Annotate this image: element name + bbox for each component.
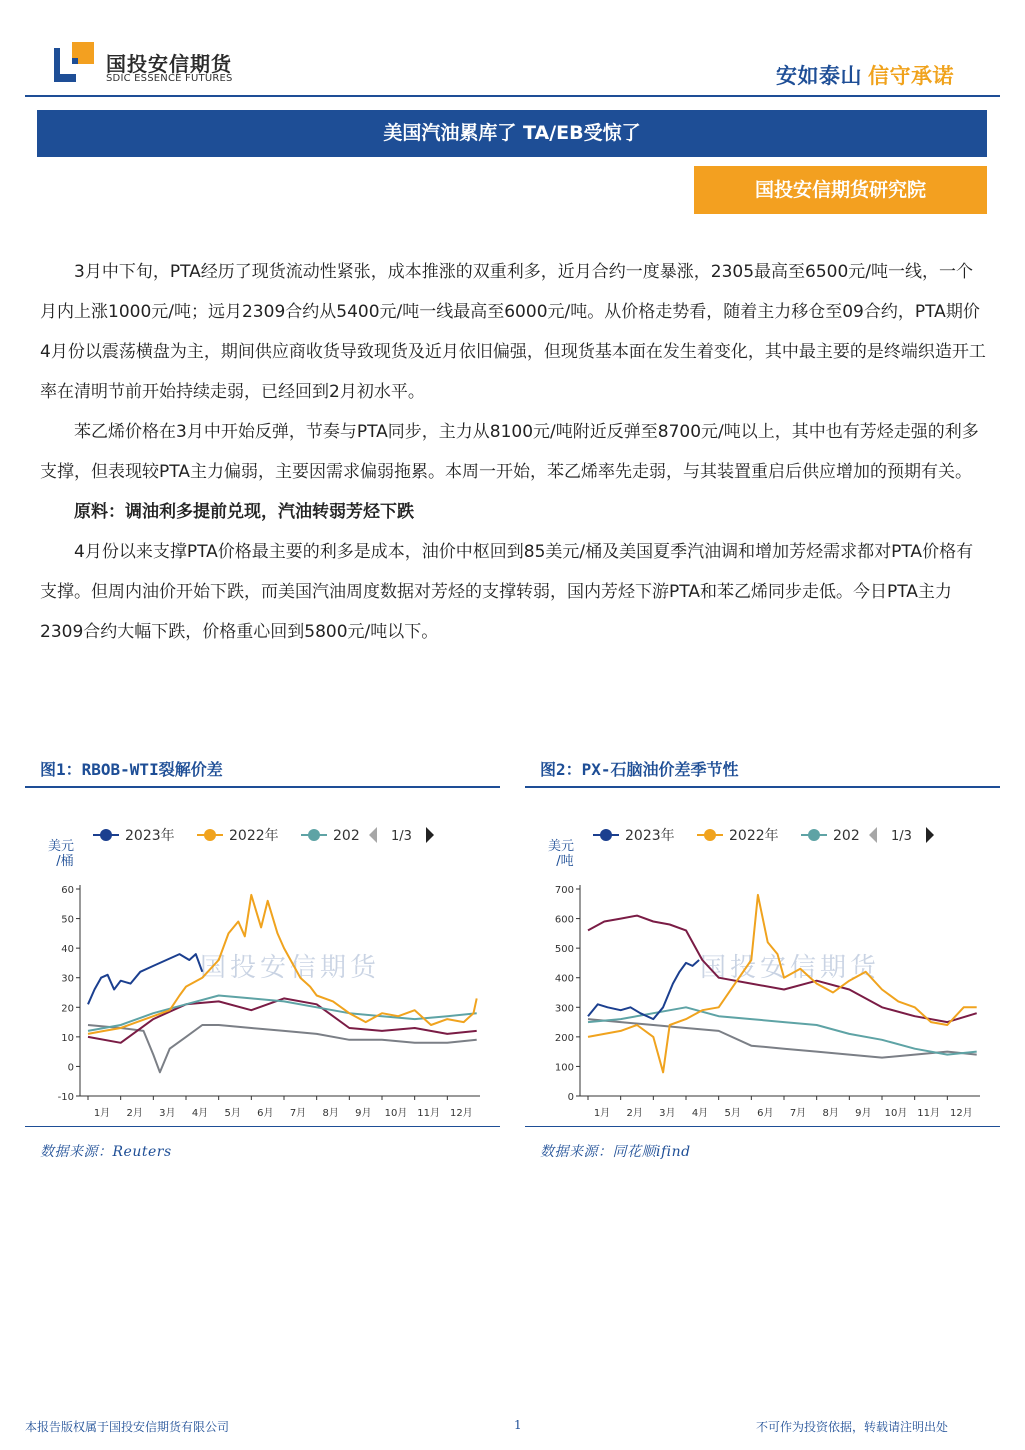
series-line-0	[588, 960, 699, 1019]
series-line-0	[88, 954, 202, 1004]
y-tick-label: 500	[554, 944, 574, 956]
y-tick-label: 400	[554, 973, 574, 985]
figure-2-top-rule	[525, 786, 1000, 788]
x-tick-label: 5月	[224, 1108, 241, 1119]
y-tick-label: 20	[61, 1003, 74, 1015]
y-tick-label: 60	[61, 885, 74, 896]
unit-label: 美元	[547, 839, 575, 854]
x-tick-label: 8月	[322, 1108, 339, 1119]
x-tick-label: 1月	[93, 1108, 111, 1119]
report-body	[40, 252, 988, 652]
legend-marker	[704, 829, 716, 841]
paragraph-3: 4月份以来支撑PTA价格最主要的利多是成本，油价中枢回到85美元/桶及美国夏季汽油调和增加芳烃需求都对PTA价格有支撑。但周内油价开始下跌，而美国汽油周度数据对芳烃的支撑转弱，国内芳烃下游PTA和苯乙烯同步走低。今日PTA主力2309合约大幅下跌，价格重心回到5800元/吨以下。	[40, 542, 974, 642]
y-tick-label: 300	[554, 1003, 574, 1015]
chart-watermark: 国投安信期货	[699, 953, 881, 983]
series-line-4	[88, 1025, 477, 1072]
legend-marker	[308, 829, 320, 841]
x-tick-label: 7月	[289, 1108, 307, 1119]
legend-prev-icon	[369, 827, 377, 843]
unit-label: /吨	[556, 854, 574, 869]
legend-prev-icon	[869, 827, 877, 843]
y-tick-label: 10	[61, 1032, 74, 1044]
chart-watermark: 国投安信期货	[199, 953, 381, 983]
x-tick-label: 10月	[384, 1108, 408, 1119]
footer-page-number: 1	[514, 1418, 522, 1432]
y-tick-label: 30	[61, 973, 74, 985]
figure-2-title: 图2：PX-石脑油价差季节性	[540, 760, 739, 779]
slogan-part-2: 信守承诺	[868, 64, 954, 88]
x-tick-label: 6月	[257, 1108, 274, 1119]
legend-marker	[600, 829, 612, 841]
institute-label: 国投安信期货研究院	[694, 166, 987, 214]
x-tick-label: 10月	[884, 1108, 908, 1119]
legend-label: 2022年	[729, 828, 779, 844]
x-tick-label: 3月	[659, 1108, 676, 1119]
header-divider	[25, 95, 1000, 97]
x-tick-label: 4月	[691, 1108, 709, 1119]
figure-1-source: 数据来源：Reuters	[40, 1144, 172, 1160]
y-tick-label: 50	[61, 914, 74, 926]
x-tick-label: 11月	[917, 1108, 941, 1119]
legend-marker	[204, 829, 216, 841]
section-subheading: 原料：调油利多提前兑现，汽油转弱芳烃下跌	[74, 502, 414, 522]
paragraph-2: 苯乙烯价格在3月中开始反弹，节奏与PTA同步，主力从8100元/吨附近反弹至8700元/吨以上，其中也有芳烃走强的利多支撑，但表现较PTA主力偏弱，主要因需求偏弱拖累。本周一开始，苯乙烯率先走弱，与其装置重启后供应增加的预期有关。	[40, 422, 979, 482]
x-tick-label: 12月	[949, 1108, 973, 1119]
x-tick-label: 8月	[822, 1108, 839, 1119]
x-tick-label: 1月	[593, 1108, 611, 1119]
footer-copyright: 本报告版权属于国投安信期货有限公司	[25, 1420, 230, 1434]
legend-marker	[808, 829, 820, 841]
slogan	[776, 60, 954, 90]
legend-label: 2023年	[125, 828, 175, 844]
figure-2-source: 数据来源：同花顺ifind	[540, 1144, 691, 1160]
unit-label: 美元	[47, 839, 75, 854]
legend-label: 202	[833, 828, 860, 844]
x-tick-label: 4月	[191, 1108, 209, 1119]
report-title: 美国汽油累库了 TA/EB受惊了	[37, 110, 987, 157]
legend-page-indicator: 1/3	[891, 829, 912, 844]
figure-1-chart	[25, 792, 500, 1124]
legend-label: 2023年	[625, 828, 675, 844]
x-tick-label: 5月	[724, 1108, 741, 1119]
x-tick-label: 2月	[126, 1108, 143, 1119]
x-tick-label: 6月	[757, 1108, 774, 1119]
legend-page-indicator: 1/3	[391, 829, 412, 844]
y-tick-label: 700	[554, 885, 574, 896]
figure-1-bottom-rule	[25, 1126, 500, 1127]
x-tick-label: 3月	[159, 1108, 176, 1119]
brand-name-en: SDIC ESSENCE FUTURES	[106, 73, 233, 84]
y-tick-label: 600	[554, 914, 574, 926]
y-tick-label: 40	[61, 944, 74, 956]
legend-next-icon	[426, 827, 434, 843]
y-tick-label: -10	[57, 1092, 74, 1103]
slogan-part-1: 安如泰山	[776, 64, 862, 88]
series-line-1	[588, 895, 977, 1072]
legend-label: 2022年	[229, 828, 279, 844]
x-tick-label: 9月	[855, 1108, 872, 1119]
footer-disclaimer: 不可作为投资依据，转载请注明出处	[756, 1420, 949, 1434]
x-tick-label: 11月	[417, 1108, 441, 1119]
figure-2-chart	[525, 792, 1000, 1124]
legend-marker	[100, 829, 112, 841]
x-tick-label: 9月	[355, 1108, 372, 1119]
x-tick-label: 12月	[449, 1108, 473, 1119]
brand-name-cn: 国投安信期货	[106, 52, 232, 76]
y-tick-label: 200	[554, 1032, 574, 1044]
figure-2-bottom-rule	[525, 1126, 1000, 1127]
y-tick-label: 0	[67, 1062, 74, 1074]
legend-next-icon	[926, 827, 934, 843]
y-tick-label: 100	[554, 1062, 574, 1074]
y-tick-label: 0	[567, 1092, 574, 1103]
x-tick-label: 2月	[626, 1108, 643, 1119]
unit-label: /桶	[56, 854, 74, 869]
figure-1-top-rule	[25, 786, 500, 788]
legend-label: 202	[333, 828, 360, 844]
paragraph-1: 3月中下旬，PTA经历了现货流动性紧张，成本推涨的双重利多，近月合约一度暴涨，2305最高至6500元/吨一线，一个月内上涨1000元/吨；远月2309合约从5400元/吨一线最高至6000元/吨。从价格走势看，随着主力移仓至09合约，PTA期价4月份以震荡横盘为主，期间供应商收货导致现货及近月依旧偏强，但现货基本面在发生着变化，其中最主要的是终端织造开工率在清明节前开始持续走弱，已经回到2月初水平。	[40, 262, 986, 402]
figure-1-title: 图1：RBOB-WTI裂解价差	[40, 760, 223, 779]
brand-logo-icon	[54, 42, 98, 86]
series-line-4	[588, 1019, 977, 1058]
x-tick-label: 7月	[789, 1108, 807, 1119]
